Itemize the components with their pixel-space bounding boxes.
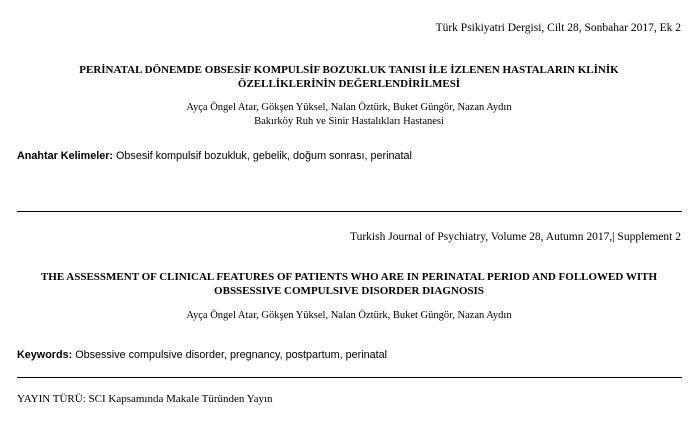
bottom-divider bbox=[17, 377, 682, 378]
turkish-article-title bbox=[0, 63, 698, 91]
publication-type: YAYIN TÜRÜ: SCI Kapsamında Makale Türünden Yayın bbox=[17, 393, 273, 405]
english-title-line-2: OBSSESSIVE COMPULSIVE DISORDER DIAGNOSIS bbox=[214, 285, 484, 297]
english-title-line-1: THE ASSESSMENT OF CLINICAL FEATURES OF PATIENTS WHO ARE IN PERINATAL PERIOD AND FOLLOWED WITH bbox=[40, 271, 658, 283]
affiliation: Bakırköy Ruh ve Sinir Hastalıkları Hastanesi bbox=[254, 116, 444, 127]
english-keywords-text: Obsessive compulsive disorder, pregnancy, postpartum, perinatal bbox=[72, 349, 388, 361]
english-keywords-label: Keywords: bbox=[17, 349, 73, 361]
turkish-keywords-text: Obsesif kompulsif bozukluk, gebelik, doğum sonrası, perinatal bbox=[113, 150, 412, 162]
turkish-title-line-1: PERİNATAL DÖNEMDE OBSESİF KOMPULSİF BOZUKLUK TANISI İLE İZLENEN HASTALARIN KLİNİK bbox=[79, 64, 619, 76]
turkish-authors: Ayça Öngel Atar, Gökşen Yüksel, Nalan Öztürk, Buket Güngör, Nazan Aydın bbox=[186, 102, 512, 113]
turkish-keywords-label: Anahtar Kelimeler: bbox=[17, 150, 114, 162]
english-author-block bbox=[0, 309, 698, 323]
english-keywords bbox=[17, 349, 387, 361]
turkish-keywords bbox=[17, 150, 412, 162]
english-journal-citation: Turkish Journal of Psychiatry, Volume 28, Autumn 2017,| Supplement 2 bbox=[349, 231, 681, 243]
section-divider bbox=[17, 211, 682, 212]
english-authors: Ayça Öngel Atar, Gökşen Yüksel, Nalan Öztürk, Buket Güngör, Nazan Aydın bbox=[186, 310, 512, 321]
english-article-title bbox=[0, 270, 698, 298]
turkish-journal-citation: Türk Psikiyatri Dergisi, Cilt 28, Sonbahar 2017, Ek 2 bbox=[435, 22, 681, 34]
turkish-title-line-2: ÖZELLİKLERİNİN DEĞERLENDİRİLMESİ bbox=[237, 78, 461, 90]
turkish-author-block bbox=[0, 101, 698, 129]
